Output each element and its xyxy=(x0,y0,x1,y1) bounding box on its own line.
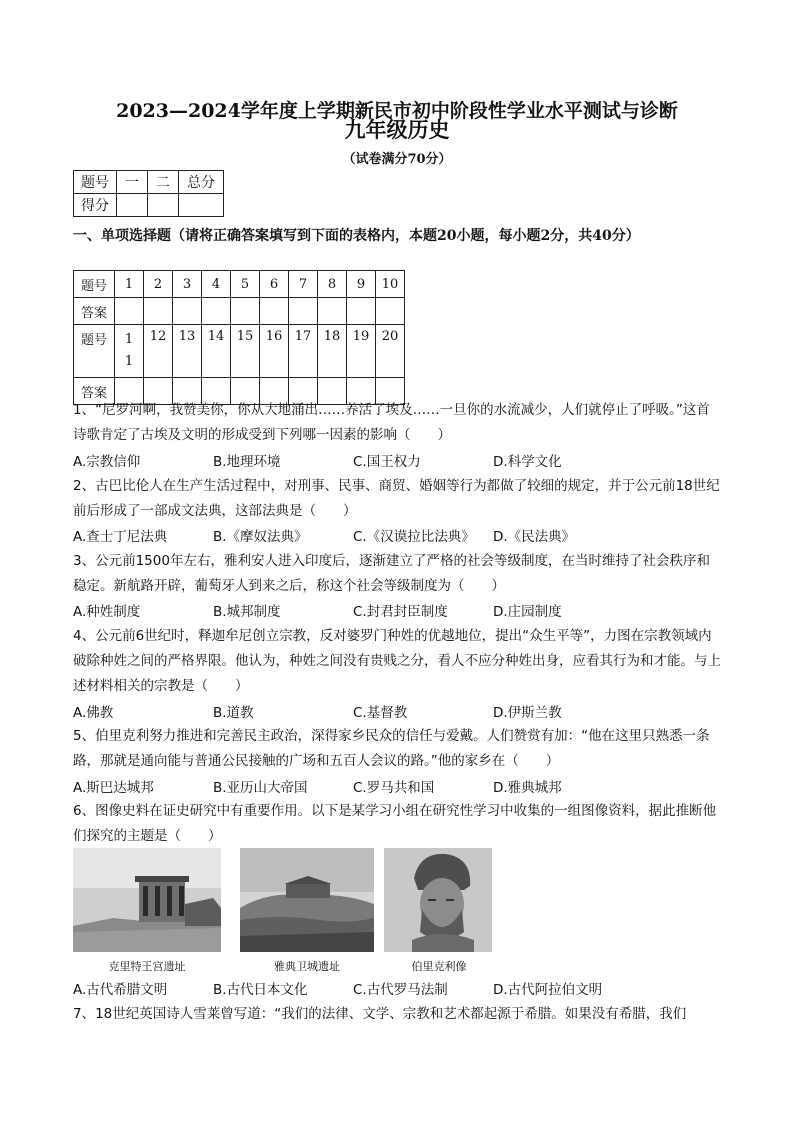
question-number-cell: 1 1 xyxy=(115,325,144,378)
option-d[interactable]: D.庄园制度 xyxy=(493,604,562,620)
question-number-cell: 19 xyxy=(347,325,376,378)
crete-palace-icon xyxy=(73,848,221,952)
option-b[interactable]: B.城邦制度 xyxy=(213,604,281,620)
question-6: 6、图像史料在证史研究中有重要作用。以下是某学习小组在研究性学习中收集的一组图像资料，据此推断他们探究的主题是（ ） xyxy=(73,803,717,844)
score-table xyxy=(73,170,224,217)
question-number-cell: 4 xyxy=(202,271,231,298)
acropolis-photo xyxy=(240,848,374,952)
option-d[interactable]: D.《民法典》 xyxy=(493,529,576,545)
question-number-cell: 1 xyxy=(115,271,144,298)
image-caption: 克里特王宫遗址 xyxy=(108,960,186,973)
answer-cell[interactable] xyxy=(318,298,347,325)
question-number-cell: 13 xyxy=(173,325,202,378)
score-input-cell[interactable] xyxy=(117,194,148,217)
question-number-cell: 7 xyxy=(289,271,318,298)
question-2-options xyxy=(73,525,723,549)
question-5: 5、伯里克利努力推进和完善民主政治，深得家乡民众的信任与爱戴。人们赞赏有加：“他在这里只熟悉一条路，那就是通向能与普通公民接触的广场和五百人会议的路。”他的家乡在（ ） xyxy=(73,728,710,769)
option-c[interactable]: C.基督教 xyxy=(353,705,408,721)
score-cell: 题号 xyxy=(74,171,117,194)
question-number-cell: 18 xyxy=(318,325,347,378)
score-cell: 总分 xyxy=(179,171,224,194)
answer-cell[interactable] xyxy=(289,298,318,325)
option-c[interactable]: C.国王权力 xyxy=(353,454,421,470)
answer-table-row xyxy=(74,271,405,298)
question-number-cell: 2 xyxy=(144,271,173,298)
option-c[interactable]: C.古代罗马法制 xyxy=(353,982,448,998)
option-d[interactable]: D.古代阿拉伯文明 xyxy=(493,982,603,998)
image-caption: 伯里克利像 xyxy=(411,960,467,973)
question-4: 4、公元前6世纪时，释迦牟尼创立宗教，反对婆罗门种姓的优越地位，提出“众生平等”，力图在宗教领域内破除种姓之间的严格界限。他认为，种姓之间没有贵贱之分，看人不应分种姓出身，应看其行为和才能。与上述材料相关的宗教是（ ） xyxy=(73,628,721,694)
question-number-cell: 12 xyxy=(144,325,173,378)
score-cell: 一 xyxy=(117,171,148,194)
answer-cell[interactable] xyxy=(173,298,202,325)
question-number-cell: 10 xyxy=(376,271,405,298)
option-b[interactable]: B.古代日本文化 xyxy=(213,982,308,998)
question-number-cell: 17 xyxy=(289,325,318,378)
question-number-cell: 8 xyxy=(318,271,347,298)
question-number-cell: 9 xyxy=(347,271,376,298)
pericles-bust-photo xyxy=(384,848,492,952)
question-number-cell: 15 xyxy=(231,325,260,378)
question-1: 1、“尼罗河啊，我赞美你，你从大地涌出……养活了埃及……一旦你的水流减少，人们就停止了呼吸。”这首诗歌肯定了古埃及文明的形成受到下列哪一因素的影响（ ） xyxy=(73,402,710,443)
question-number-cell: 6 xyxy=(260,271,289,298)
answer-table-row xyxy=(74,298,405,325)
option-a[interactable]: A.宗教信仰 xyxy=(73,454,141,470)
question-3-options xyxy=(73,600,723,624)
answer-cell[interactable] xyxy=(347,298,376,325)
score-input-cell[interactable] xyxy=(148,194,179,217)
question-5-options xyxy=(73,776,723,800)
exam-score-note: （试卷满分70分） xyxy=(342,152,452,167)
answer-cell[interactable] xyxy=(202,298,231,325)
image-caption: 雅典卫城遗址 xyxy=(274,960,340,973)
option-a[interactable]: A.古代希腊文明 xyxy=(73,982,168,998)
score-input-cell[interactable] xyxy=(179,194,224,217)
exam-title: 2023—2024学年度上学期新民市初中阶段性学业水平测试与诊断 xyxy=(116,100,678,122)
question-number-cell: 5 xyxy=(231,271,260,298)
option-b[interactable]: B.地理环境 xyxy=(213,454,281,470)
score-table-row xyxy=(74,194,224,217)
option-a[interactable]: A.斯巴达城邦 xyxy=(73,780,154,796)
crete-palace-photo xyxy=(73,848,221,952)
score-table-row xyxy=(74,171,224,194)
answer-cell[interactable] xyxy=(260,298,289,325)
pericles-bust-icon xyxy=(384,848,492,952)
question-2: 2、古巴比伦人在生产生活过程中，对刑事、民事、商贸、婚姻等行为都做了较细的规定，并于公元前18世纪前后形成了一部成文法典，这部法典是（ ） xyxy=(73,478,720,519)
option-c[interactable]: C.罗马共和国 xyxy=(353,780,435,796)
option-b[interactable]: B.亚历山大帝国 xyxy=(213,780,308,796)
option-a[interactable]: A.佛教 xyxy=(73,705,114,721)
question-number-cell: 14 xyxy=(202,325,231,378)
option-b[interactable]: B.道教 xyxy=(213,705,254,721)
score-cell: 二 xyxy=(148,171,179,194)
section-heading: 一、单项选择题（请将正确答案填写到下面的表格内，本题20小题，每小题2分，共40分） xyxy=(73,228,640,244)
option-d[interactable]: D.伊斯兰教 xyxy=(493,705,562,721)
question-4-options xyxy=(73,701,723,725)
acropolis-icon xyxy=(240,848,374,952)
question-1-options xyxy=(73,450,723,474)
answer-cell[interactable] xyxy=(231,298,260,325)
option-a[interactable]: A.查士丁尼法典 xyxy=(73,529,168,545)
answer-table-label: 题号 xyxy=(74,325,115,378)
answer-table-label: 题号 xyxy=(74,271,115,298)
option-c[interactable]: C.《汉谟拉比法典》 xyxy=(353,529,475,545)
answer-table-label: 答案 xyxy=(74,298,115,325)
option-a[interactable]: A.种姓制度 xyxy=(73,604,141,620)
option-d[interactable]: D.科学文化 xyxy=(493,454,562,470)
answer-cell[interactable] xyxy=(115,298,144,325)
question-number-cell: 20 xyxy=(376,325,405,378)
question-3: 3、公元前1500年左右，雅利安人进入印度后，逐渐建立了严格的社会等级制度，在当时维持了社会秩序和稳定。新航路开辟，葡萄牙人到来之后，称这个社会等级制度为（ ） xyxy=(73,553,710,594)
answer-table xyxy=(73,270,405,405)
score-cell: 得分 xyxy=(74,194,117,217)
answer-cell[interactable] xyxy=(376,298,405,325)
answer-table-row xyxy=(74,325,405,378)
question-number-cell: 16 xyxy=(260,325,289,378)
option-b[interactable]: B.《摩奴法典》 xyxy=(213,529,308,545)
option-c[interactable]: C.封君封臣制度 xyxy=(353,604,448,620)
answer-table-label: 答案 xyxy=(74,378,115,405)
question-7: 7、18世纪英国诗人雪莱曾写道：“我们的法律、文学、宗教和艺术都起源于希腊。如果没有希腊，我们 xyxy=(73,1006,687,1022)
exam-subject: 九年级历史 xyxy=(344,117,450,142)
question-6-options xyxy=(73,978,723,1002)
question-number-cell: 3 xyxy=(173,271,202,298)
answer-cell[interactable] xyxy=(144,298,173,325)
option-d[interactable]: D.雅典城邦 xyxy=(493,780,562,796)
